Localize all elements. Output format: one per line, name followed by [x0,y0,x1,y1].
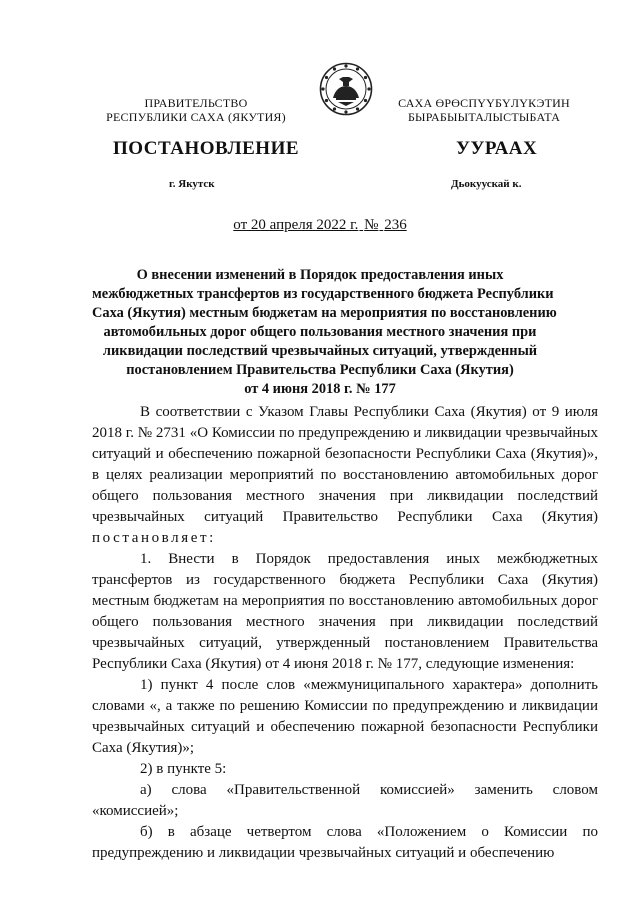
decree-body [92,402,598,864]
preamble-paragraph [92,402,598,549]
resolves-word: постановляет: [92,530,216,546]
decree-date-number [0,217,640,234]
subitem-2b-paragraph: б) в абзаце четвертом слова «Положением о Комиссии по предупреждению и ликвидации чрезвычайных ситуаций и обеспечению [92,824,598,861]
subitem-1-paragraph: 1) пункт 4 после слов «межмуниципального характера» дополнить словами «, а также по решению Комиссии по предупреждению и ликвидации чрезвычайных ситуаций и обеспечению пожарной безопасности Республики Саха (Якутия)»; [92,677,598,756]
title-line: постановлением Правительства Республики Саха (Якутия) [126,362,514,378]
decree-title [92,266,557,399]
document-kind-yakut: УУРААХ [456,138,538,159]
subitem-2-paragraph: 2) в пункте 5: [140,761,227,777]
government-yakut-line-1: САХА ӨРӨСПҮҮБҮЛҮКЭТИН [398,96,570,110]
government-yakut-line-2: БЫРАБЫЫТАЛЫСТЫБАТА [407,110,561,124]
title-line: Саха (Якутия) местным бюджетам на мероприятия по восстановлению [92,305,557,321]
government-line-2: РЕСПУБЛИКИ САХА (ЯКУТИЯ) [106,110,286,124]
city-russian: г. Якутск [169,178,215,190]
city-yakut: Дьокуускай к. [451,178,522,190]
subitem-2a-paragraph: а) слова «Правительственной комиссией» заменить словом «комиссией»; [92,782,598,819]
government-name-russian [96,96,296,124]
item-1-paragraph: 1. Внести в Порядок предоставления иных межбюджетных трансфертов из государственного бюджета Республики Саха (Якутия) местным бюджетам на мероприятия по восстановлению автомобильных дорог общего пользования местного значения при ликвидации последствий чрезвычайных ситуаций, утвержденный постановлением Правительства Республики Саха (Якутия) от 4 июня 2018 г. № 177, следующие изменения: [92,551,598,672]
title-line: О внесении изменений в Порядок предоставления иных [136,267,504,283]
government-line-1: ПРАВИТЕЛЬСТВО [144,96,248,110]
title-line: автомобильных дорог общего пользования местного значения при [103,324,537,340]
number-sign: № [364,217,379,233]
decree-number: 236 [384,217,407,233]
document-kind-russian: ПОСТАНОВЛЕНИЕ [113,138,300,159]
government-name-yakut [384,96,584,124]
coat-of-arms-icon [319,62,373,116]
preamble-text: В соответствии с Указом Главы Республики Саха (Якутия) от 9 июля 2018 г. № 2731 «О Комиссии по предупреждению и ликвидации чрезвычайных ситуаций и обеспечению пожарной безопасности Республики Саха (Якутия)», в целях реализации мероприятий по восстановлению автомобильных дорог общего пользования местного значения при ликвидации последствий чрезвычайных ситуаций Правительство Республики Саха (Якутия) [92,404,598,525]
title-line: от 4 июня 2018 г. № 177 [244,381,396,397]
title-line: ликвидации последствий чрезвычайных ситуаций, утвержденный [102,343,538,359]
decree-date: от 20 апреля 2022 г. [233,217,359,233]
title-line: межбюджетных трансфертов из государственного бюджета Республики [92,286,554,302]
